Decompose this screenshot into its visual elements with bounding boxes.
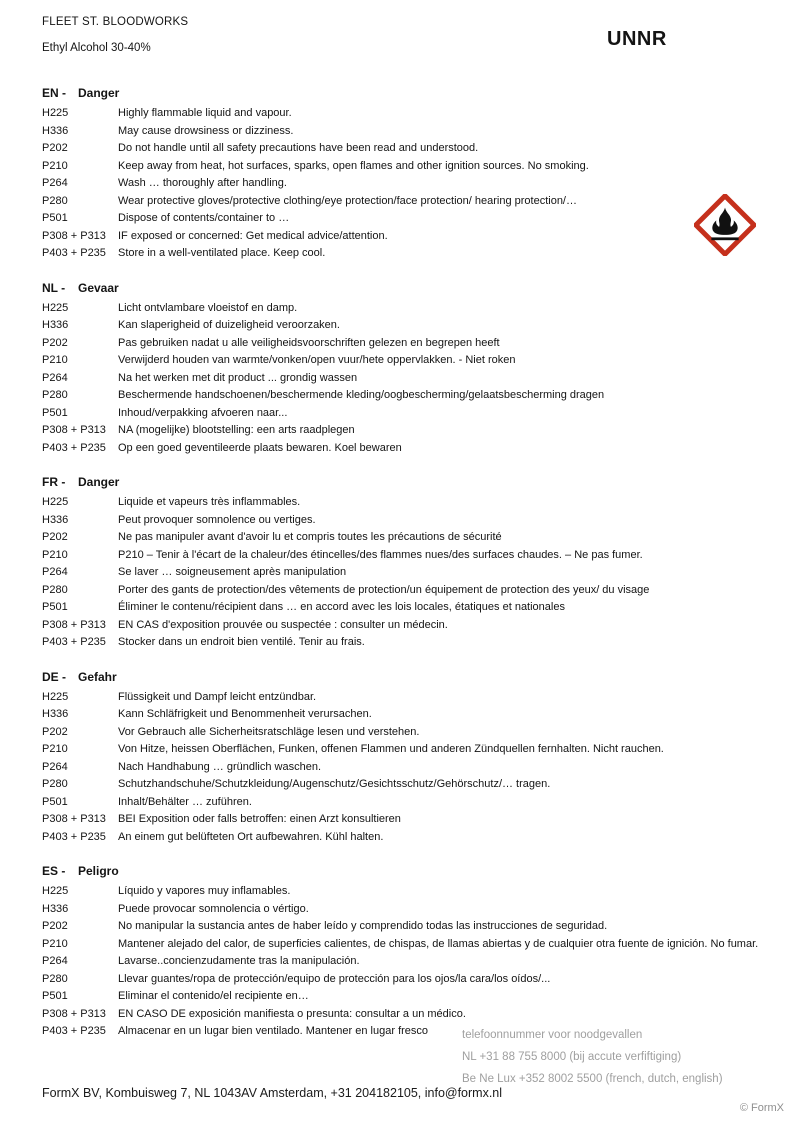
- statement-row: [42, 158, 754, 176]
- statement-row: [42, 953, 754, 971]
- statement-code: P280: [42, 972, 68, 985]
- statement-code: P210: [42, 937, 68, 950]
- statement-row: [42, 988, 754, 1006]
- statement-row: [42, 883, 754, 901]
- statement-row: [42, 936, 759, 954]
- hazard-section-fr: [42, 475, 754, 652]
- statement-code: P403 + P235: [42, 247, 106, 259]
- statement-row: [42, 440, 754, 458]
- statement-code: H225: [42, 690, 69, 703]
- statement-row: [42, 370, 754, 388]
- statement-code: P264: [42, 566, 68, 578]
- copyright-notice: © FormX: [739, 1102, 784, 1114]
- signal-word: Peligro: [78, 864, 119, 878]
- statement-text: Do not handle until all safety precautions have been read and understood.: [118, 142, 479, 154]
- company-name: FLEET ST. BLOODWORKS: [42, 16, 189, 28]
- statement-code: P202: [42, 725, 68, 738]
- language-code: NL -: [42, 280, 66, 295]
- statement-row: [42, 175, 754, 193]
- statement-row: [42, 564, 754, 582]
- statement-text: Kan slaperigheid of duizeligheid veroorzaken.: [118, 319, 340, 331]
- section-heading: [42, 281, 754, 300]
- statement-code: P280: [42, 778, 68, 790]
- statement-row: [42, 228, 754, 246]
- statement-text: No manipular la sustancia antes de haber leído y comprendido todas las instrucciones de seguridad.: [118, 920, 608, 932]
- statement-code: P280: [42, 389, 68, 401]
- hazard-statement-sections: [42, 86, 759, 1059]
- statement-row: [42, 599, 754, 617]
- statement-text: Se laver … soigneusement après manipulation: [118, 566, 347, 578]
- statement-row: [42, 741, 754, 759]
- statement-text: Peut provoquer somnolence ou vertiges.: [118, 513, 316, 526]
- statement-code: P501: [42, 212, 68, 224]
- statement-text: Von Hitze, heissen Oberflächen, Funken, offenen Flammen und anderen Zündquellen fernhalten. Nicht rauchen.: [118, 743, 664, 755]
- signal-word: Danger: [78, 475, 120, 489]
- statement-code: P210: [42, 159, 68, 172]
- statement-code: P501: [42, 990, 68, 1002]
- statement-code: P202: [42, 920, 68, 932]
- statement-row: [42, 352, 754, 370]
- statement-text: May cause drowsiness or dizziness.: [118, 124, 294, 137]
- statement-text: Licht ontvlambare vloeistof en damp.: [118, 301, 298, 314]
- statement-row: [42, 829, 754, 847]
- statement-code: P501: [42, 795, 68, 808]
- statement-text: Beschermende handschoenen/beschermende kleding/oogbescherming/gelaatsbescherming dragen: [118, 389, 605, 401]
- statement-code: H336: [42, 708, 69, 720]
- statement-code: H225: [42, 885, 69, 897]
- statement-text: Lavarse..concienzudamente tras la manipulación.: [118, 955, 360, 967]
- statement-row: [42, 776, 754, 794]
- section-heading: [42, 864, 754, 883]
- language-code: DE -: [42, 669, 66, 684]
- statement-text: Dispose of contents/container to …: [118, 212, 290, 224]
- statement-text: Kann Schläfrigkeit und Benommenheit verursachen.: [118, 708, 372, 720]
- company-address: FormX BV, Kombuisweg 7, NL 1043AV Amsterdam, +31 204182105, info@formx.nl: [42, 1086, 503, 1100]
- statement-text: Op een goed geventileerde plaats bewaren. Koel bewaren: [118, 441, 402, 454]
- statement-text: Inhalt/Behälter … zuführen.: [118, 795, 252, 808]
- statement-row: [42, 794, 754, 812]
- statement-code: P210: [42, 548, 68, 561]
- statement-text: Liquide et vapeurs très inflammables.: [118, 496, 301, 508]
- statement-code: H336: [42, 513, 69, 526]
- statement-text: Nach Handhabung … gründlich waschen.: [118, 760, 322, 773]
- statement-code: P210: [42, 743, 68, 755]
- statement-text: Na het werken met dit product ... grondig wassen: [118, 371, 358, 384]
- statement-text: Store in a well-ventilated place. Keep cool.: [118, 247, 326, 259]
- statement-row: [42, 335, 754, 353]
- statement-row: [42, 193, 754, 211]
- statement-text: IF exposed or concerned: Get medical advice/attention.: [118, 229, 388, 242]
- statement-code: P403 + P235: [42, 441, 106, 454]
- statement-code: P501: [42, 406, 68, 419]
- statement-code: P403 + P235: [42, 1025, 106, 1037]
- statement-text: Vor Gebrauch alle Sicherheitsratschläge lesen und verstehen.: [118, 725, 420, 738]
- statement-code: P202: [42, 531, 68, 543]
- statement-row: [42, 759, 754, 777]
- statement-text: Wash … thoroughly after handling.: [118, 177, 287, 189]
- statement-code: P403 + P235: [42, 830, 106, 843]
- statement-code: P264: [42, 760, 68, 773]
- hazard-section-de: [42, 670, 754, 847]
- statement-code: P308 + P313: [42, 229, 106, 242]
- statement-text: Schutzhandschuhe/Schutzkleidung/Augenschutz/Gesichtsschutz/Gehörschutz/… tragen.: [118, 778, 551, 790]
- statement-text: Keep away from heat, hot surfaces, sparks, open flames and other ignition sources. No smoking.: [118, 159, 589, 172]
- emergency-phone-benelux: Be Ne Lux +352 8002 5500 (french, dutch, english): [462, 1073, 723, 1085]
- statement-row: [42, 724, 754, 742]
- statement-row: [42, 617, 754, 635]
- statement-text: Eliminar el contenido/el recipiente en…: [118, 990, 309, 1002]
- statement-text: Líquido y vapores muy inflamables.: [118, 885, 291, 897]
- emergency-contact-block: [462, 1028, 723, 1094]
- statement-text: NA (mogelijke) blootstelling: een arts raadplegen: [118, 424, 355, 436]
- flame-pictogram-icon: [694, 194, 756, 256]
- statement-code: H225: [42, 301, 69, 314]
- statement-row: [42, 634, 754, 652]
- hazard-section-nl: [42, 281, 754, 458]
- statement-code: P264: [42, 371, 68, 384]
- statement-code: P280: [42, 194, 68, 207]
- hazard-section-es: [42, 864, 759, 1041]
- statement-row: [42, 123, 754, 141]
- statement-text: P210 – Tenir à l'écart de la chaleur/des étincelles/des flammes nues/des surfaces chaudes. – Ne pas fumer.: [118, 548, 643, 561]
- statement-row: [42, 706, 754, 724]
- statement-row: [42, 529, 754, 547]
- statement-code: P202: [42, 336, 68, 349]
- statement-row: [42, 1006, 754, 1024]
- statement-row: [42, 317, 754, 335]
- hazard-section-en: [42, 86, 754, 263]
- emergency-phone-nl: NL +31 88 755 8000 (bij accute verfiftiging): [462, 1051, 682, 1063]
- signal-word: Gefahr: [78, 669, 117, 684]
- statement-row: [42, 405, 754, 423]
- statement-text: Llevar guantes/ropa de protección/equipo de protección para los ojos/la cara/los oídos/...: [118, 972, 551, 985]
- statement-text: Pas gebruiken nadat u alle veiligheidsvoorschriften gelezen en begrepen heeft: [118, 336, 500, 349]
- statement-text: An einem gut belüfteten Ort aufbewahren. Kühl halten.: [118, 830, 384, 843]
- section-heading: [42, 670, 754, 689]
- statement-row: [42, 547, 754, 565]
- statement-row: [42, 689, 754, 707]
- statement-code: P264: [42, 177, 68, 189]
- statement-code: H336: [42, 124, 69, 137]
- statement-row: [42, 387, 754, 405]
- statement-code: P308 + P313: [42, 618, 106, 631]
- statement-code: P264: [42, 955, 68, 967]
- statement-row: [42, 811, 754, 829]
- statement-row: [42, 901, 754, 919]
- statement-text: Inhoud/verpakking afvoeren naar...: [118, 406, 288, 419]
- section-heading: [42, 86, 754, 105]
- statement-text: Stocker dans un endroit bien ventilé. Tenir au frais.: [118, 636, 365, 648]
- statement-row: [42, 918, 754, 936]
- statement-text: Mantener alejado del calor, de superficies calientes, de chispas, de llamas abiertas y de cualquier otra fuente de ignición. No fumar.: [118, 937, 759, 950]
- statement-code: P280: [42, 583, 68, 596]
- signal-word: Gevaar: [78, 280, 119, 295]
- statement-row: [42, 105, 754, 123]
- statement-text: Almacenar en un lugar bien ventilado. Mantener en lugar fresco: [118, 1025, 429, 1037]
- emergency-title: telefoonnummer voor noodgevallen: [462, 1029, 643, 1041]
- statement-code: H336: [42, 902, 69, 915]
- signal-word: Danger: [78, 86, 120, 100]
- statement-code: P210: [42, 354, 68, 366]
- section-heading: [42, 475, 754, 494]
- statement-code: H225: [42, 496, 69, 508]
- statement-row: [42, 582, 754, 600]
- statement-row: [42, 245, 754, 263]
- statement-code: P501: [42, 601, 68, 613]
- statement-row: [42, 210, 754, 228]
- language-code: ES -: [42, 864, 66, 878]
- statement-code: P308 + P313: [42, 813, 106, 825]
- statement-row: [42, 422, 754, 440]
- statement-text: Éliminer le contenu/récipient dans … en accord avec les lois locales, étatiques et nationales: [118, 601, 565, 613]
- statement-text: BEI Exposition oder falls betroffen: einen Arzt konsultieren: [118, 813, 401, 825]
- product-name: Ethyl Alcohol 30-40%: [42, 42, 151, 54]
- statement-row: [42, 300, 754, 318]
- statement-code: P403 + P235: [42, 636, 106, 648]
- language-code: FR -: [42, 475, 66, 489]
- statement-code: P308 + P313: [42, 1007, 106, 1020]
- statement-row: [42, 512, 754, 530]
- statement-code: P308 + P313: [42, 424, 106, 436]
- statement-text: Wear protective gloves/protective clothing/eye protection/face protection/ hearing protection/…: [118, 194, 577, 207]
- un-number: UNNR: [607, 28, 667, 50]
- statement-row: [42, 494, 754, 512]
- statement-text: EN CAS d'exposition prouvée ou suspectée : consulter un médecin.: [118, 618, 448, 631]
- statement-text: EN CASO DE exposición manifiesta o presunta: consultar a un médico.: [118, 1007, 466, 1020]
- statement-text: Puede provocar somnolencia o vértigo.: [118, 902, 309, 915]
- statement-row: [42, 140, 754, 158]
- statement-row: [42, 971, 754, 989]
- statement-code: H336: [42, 319, 69, 331]
- statement-text: Highly flammable liquid and vapour.: [118, 107, 292, 119]
- language-code: EN -: [42, 86, 66, 100]
- statement-text: Flüssigkeit und Dampf leicht entzündbar.: [118, 690, 317, 703]
- statement-text: Verwijderd houden van warmte/vonken/open vuur/hete oppervlakken. - Niet roken: [118, 354, 516, 366]
- statement-code: P202: [42, 142, 68, 154]
- statement-text: Ne pas manipuler avant d'avoir lu et compris toutes les précautions de sécurité: [118, 531, 502, 543]
- statement-code: H225: [42, 107, 69, 119]
- statement-text: Porter des gants de protection/des vêtements de protection/un équipement de protection des yeux/ du visage: [118, 583, 650, 596]
